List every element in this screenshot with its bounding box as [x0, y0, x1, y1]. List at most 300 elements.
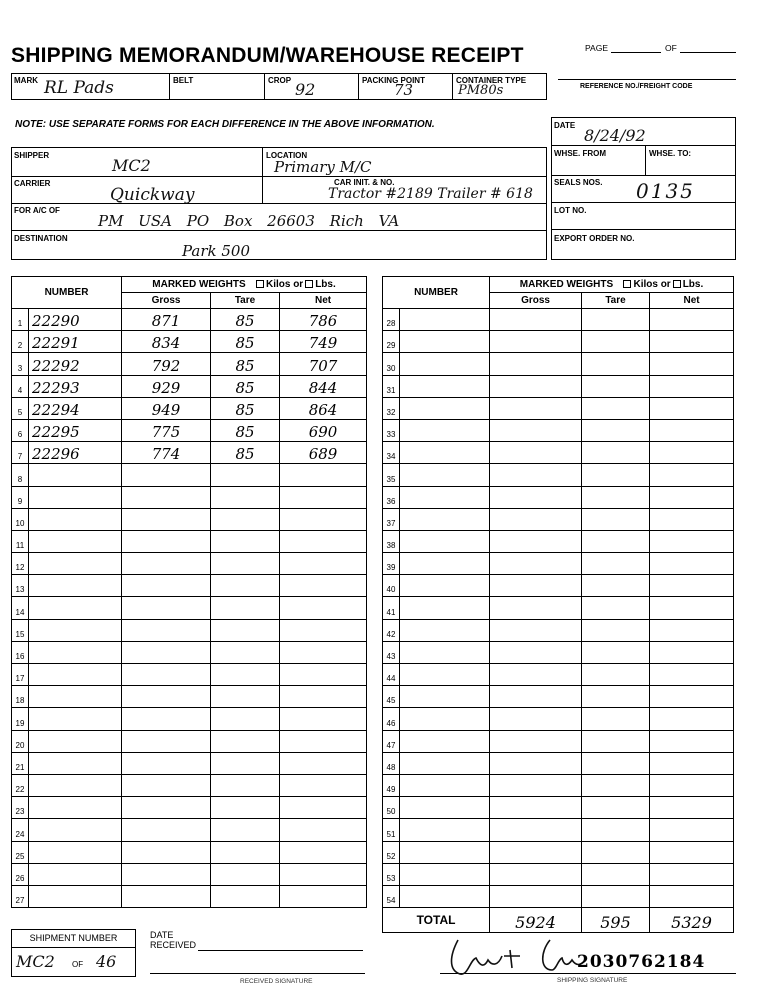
- row-tare: [211, 885, 280, 907]
- table-row: [12, 464, 367, 486]
- kilos-checkbox[interactable]: [256, 280, 264, 288]
- kilos-label: Kilos or: [265, 279, 304, 290]
- form-note: NOTE: USE SEPARATE FORMS FOR EACH DIFFERENCE IN THE ABOVE INFORMATION.: [15, 119, 435, 130]
- row-number: 22291: [29, 331, 122, 353]
- lbs-checkbox-right[interactable]: [673, 280, 681, 288]
- row-tare: [211, 464, 280, 486]
- row-tare: [582, 841, 650, 863]
- row-net: [650, 397, 734, 419]
- table-row: [383, 863, 734, 885]
- row-index: 2: [12, 331, 29, 353]
- table-row: [383, 797, 734, 819]
- row-tare: [582, 464, 650, 486]
- row-net: [650, 841, 734, 863]
- table-row: [12, 597, 367, 619]
- table-row: [12, 841, 367, 863]
- lbs-label: Lbs.: [315, 279, 336, 290]
- row-tare: [211, 819, 280, 841]
- table-row: [12, 575, 367, 597]
- row-net: [650, 885, 734, 907]
- table-row: [383, 730, 734, 752]
- row-number: [29, 730, 122, 752]
- row-tare: [582, 530, 650, 552]
- row-tare: [211, 863, 280, 885]
- container-type-value: PM80s: [458, 83, 504, 98]
- row-number: [400, 553, 490, 575]
- table-row: [383, 752, 734, 774]
- row-number: [400, 530, 490, 552]
- date-value: 8/24/92: [584, 126, 646, 145]
- table-row: [383, 774, 734, 796]
- row-index: 44: [383, 664, 400, 686]
- row-net: [650, 508, 734, 530]
- table-row: [383, 819, 734, 841]
- row-index: 40: [383, 575, 400, 597]
- row-index: 46: [383, 708, 400, 730]
- mark-box: [11, 73, 547, 100]
- row-net: [650, 575, 734, 597]
- table-row: [383, 597, 734, 619]
- row-gross: [122, 641, 211, 663]
- table-row: [383, 442, 734, 464]
- row-number: [400, 730, 490, 752]
- net-header-right: Net: [650, 293, 734, 309]
- table-row: [383, 486, 734, 508]
- row-tare: 85: [211, 397, 280, 419]
- row-number: [29, 597, 122, 619]
- row-number: [400, 708, 490, 730]
- row-index: 23: [12, 797, 29, 819]
- row-net: [280, 730, 367, 752]
- row-gross: [490, 442, 582, 464]
- row-tare: [211, 752, 280, 774]
- row-index: 5: [12, 397, 29, 419]
- row-tare: [582, 819, 650, 841]
- belt-label: BELT: [173, 76, 194, 85]
- row-gross: [122, 553, 211, 575]
- table-row: [12, 641, 367, 663]
- row-gross: 949: [122, 397, 211, 419]
- row-gross: [122, 863, 211, 885]
- table-row: [12, 686, 367, 708]
- row-net: [280, 797, 367, 819]
- row-net: [280, 686, 367, 708]
- row-net: [650, 309, 734, 331]
- row-index: 39: [383, 553, 400, 575]
- row-number: [400, 331, 490, 353]
- shipment-of-value: 46: [96, 952, 117, 971]
- row-index: 4: [12, 375, 29, 397]
- row-index: 42: [383, 619, 400, 641]
- row-net: [280, 464, 367, 486]
- left-weights-table: [11, 276, 367, 908]
- row-net: [280, 708, 367, 730]
- row-net: [650, 708, 734, 730]
- row-index: 15: [12, 619, 29, 641]
- row-number: [29, 863, 122, 885]
- row-index: 24: [12, 819, 29, 841]
- row-net: [280, 508, 367, 530]
- row-net: [650, 863, 734, 885]
- row-index: 22: [12, 774, 29, 796]
- row-number: [400, 597, 490, 619]
- row-number: [400, 885, 490, 907]
- row-gross: [122, 885, 211, 907]
- table-row: [383, 397, 734, 419]
- table-row: [383, 331, 734, 353]
- row-gross: [490, 464, 582, 486]
- crop-label: CROP: [268, 76, 292, 85]
- row-gross: [122, 841, 211, 863]
- table-row: [383, 530, 734, 552]
- table-row: [12, 331, 367, 353]
- row-index: 9: [12, 486, 29, 508]
- row-net: [280, 530, 367, 552]
- row-net: [280, 752, 367, 774]
- row-gross: [122, 464, 211, 486]
- row-gross: [490, 730, 582, 752]
- row-index: 1: [12, 309, 29, 331]
- row-number: [400, 397, 490, 419]
- row-tare: [211, 686, 280, 708]
- row-gross: [122, 752, 211, 774]
- row-tare: [211, 486, 280, 508]
- row-gross: [490, 553, 582, 575]
- table-row: [383, 708, 734, 730]
- row-number: [29, 885, 122, 907]
- row-tare: 85: [211, 419, 280, 441]
- account-label: FOR A/C OF: [14, 206, 60, 215]
- row-net: [650, 553, 734, 575]
- table-row: [12, 486, 367, 508]
- row-gross: 792: [122, 353, 211, 375]
- row-number: 22290: [29, 309, 122, 331]
- row-number: [29, 508, 122, 530]
- table-row: [383, 353, 734, 375]
- row-net: [650, 664, 734, 686]
- table-row: [383, 619, 734, 641]
- row-gross: [490, 530, 582, 552]
- row-index: 17: [12, 664, 29, 686]
- location-label: LOCATION: [266, 151, 308, 160]
- row-index: 10: [12, 508, 29, 530]
- row-number: [400, 841, 490, 863]
- lot-label: LOT NO.: [554, 206, 587, 215]
- table-row: [383, 641, 734, 663]
- whse-to-label: WHSE. TO:: [649, 149, 692, 158]
- row-tare: [582, 442, 650, 464]
- row-number: [29, 752, 122, 774]
- row-tare: 85: [211, 353, 280, 375]
- marked-weights-header: [122, 277, 367, 293]
- packing-point-label: PACKING POINT: [362, 76, 425, 85]
- row-number: [400, 774, 490, 796]
- row-number: [29, 619, 122, 641]
- row-index: 43: [383, 641, 400, 663]
- page-label: PAGE: [585, 43, 608, 53]
- whse-from-label: WHSE. FROM: [554, 149, 606, 158]
- row-number: [400, 819, 490, 841]
- shipment-value: MC2: [16, 952, 55, 971]
- row-index: 21: [12, 752, 29, 774]
- row-number: [400, 464, 490, 486]
- row-tare: [582, 686, 650, 708]
- row-number: [29, 486, 122, 508]
- table-row: [12, 530, 367, 552]
- row-gross: [490, 353, 582, 375]
- row-number: [29, 797, 122, 819]
- row-number: [29, 664, 122, 686]
- row-tare: [582, 353, 650, 375]
- kilos-checkbox-right[interactable]: [623, 280, 631, 288]
- row-gross: [122, 508, 211, 530]
- reference-line: [558, 70, 736, 80]
- row-tare: 85: [211, 309, 280, 331]
- row-net: [650, 331, 734, 353]
- row-tare: [582, 885, 650, 907]
- row-number: [400, 375, 490, 397]
- net-header: Net: [280, 293, 367, 309]
- row-number: [400, 641, 490, 663]
- row-gross: [490, 664, 582, 686]
- row-gross: [490, 774, 582, 796]
- row-number: [400, 797, 490, 819]
- table-row: [12, 397, 367, 419]
- row-net: [650, 530, 734, 552]
- row-index: 33: [383, 419, 400, 441]
- row-gross: [490, 708, 582, 730]
- total-gross: 5924: [490, 908, 582, 933]
- row-index: 20: [12, 730, 29, 752]
- right-weights-table: [382, 276, 734, 933]
- received-label: RECEIVED: [150, 940, 197, 950]
- received-signature-line: [150, 964, 365, 974]
- row-gross: [490, 863, 582, 885]
- crop-value: 92: [295, 80, 316, 99]
- row-net: [280, 486, 367, 508]
- row-gross: [122, 597, 211, 619]
- received-signature-label: RECEIVED SIGNATURE: [240, 978, 313, 985]
- lbs-label-right: Lbs.: [682, 279, 704, 290]
- total-tare: 595: [582, 908, 650, 933]
- row-number: 22294: [29, 397, 122, 419]
- row-net: 844: [280, 375, 367, 397]
- row-net: [280, 863, 367, 885]
- row-index: 36: [383, 486, 400, 508]
- mark-label: MARK: [14, 76, 38, 85]
- info-box: [11, 147, 547, 260]
- row-gross: [122, 774, 211, 796]
- lbs-checkbox[interactable]: [305, 280, 313, 288]
- row-net: [280, 619, 367, 641]
- row-gross: 929: [122, 375, 211, 397]
- row-gross: [490, 797, 582, 819]
- shipper-value: MC2: [112, 156, 151, 175]
- row-net: [650, 641, 734, 663]
- table-row: [12, 730, 367, 752]
- row-gross: [122, 797, 211, 819]
- document-id: 2030762184: [577, 952, 706, 972]
- row-number: [29, 641, 122, 663]
- table-row: [12, 353, 367, 375]
- table-row: [12, 508, 367, 530]
- row-index: 49: [383, 774, 400, 796]
- row-gross: [490, 885, 582, 907]
- row-net: [280, 664, 367, 686]
- row-tare: [582, 375, 650, 397]
- row-net: [280, 575, 367, 597]
- table-row: [383, 841, 734, 863]
- row-tare: [211, 508, 280, 530]
- row-index: 47: [383, 730, 400, 752]
- row-number: [29, 464, 122, 486]
- number-header: NUMBER: [12, 277, 122, 309]
- row-gross: [490, 641, 582, 663]
- row-index: 51: [383, 819, 400, 841]
- marked-weights-header-right: [490, 277, 734, 293]
- table-row: [12, 885, 367, 907]
- date-received-line: [198, 941, 363, 951]
- row-tare: [211, 664, 280, 686]
- row-number: [400, 575, 490, 597]
- container-type-label: CONTAINER TYPE: [456, 76, 527, 85]
- row-gross: [490, 508, 582, 530]
- row-number: [29, 530, 122, 552]
- row-gross: [490, 331, 582, 353]
- row-gross: [490, 841, 582, 863]
- row-index: 35: [383, 464, 400, 486]
- row-number: 22296: [29, 442, 122, 464]
- carrier-label: CARRIER: [14, 179, 51, 188]
- row-tare: [211, 553, 280, 575]
- row-index: 25: [12, 841, 29, 863]
- car-label: CAR INIT. & NO.: [334, 178, 395, 187]
- table-row: [383, 508, 734, 530]
- table-row: [12, 863, 367, 885]
- row-net: [280, 841, 367, 863]
- table-row: [383, 375, 734, 397]
- row-tare: [211, 730, 280, 752]
- row-index: 48: [383, 752, 400, 774]
- of-label: OF: [665, 43, 677, 53]
- date-received-label: [150, 930, 196, 950]
- row-net: [280, 597, 367, 619]
- table-row: [12, 442, 367, 464]
- row-tare: [211, 575, 280, 597]
- row-index: 31: [383, 375, 400, 397]
- row-net: [650, 597, 734, 619]
- row-net: [280, 819, 367, 841]
- row-tare: [582, 752, 650, 774]
- row-net: [280, 774, 367, 796]
- row-index: 29: [383, 331, 400, 353]
- row-net: 689: [280, 442, 367, 464]
- row-gross: [490, 597, 582, 619]
- row-net: 786: [280, 309, 367, 331]
- table-row: [383, 419, 734, 441]
- row-tare: [582, 508, 650, 530]
- row-gross: [122, 664, 211, 686]
- row-index: 34: [383, 442, 400, 464]
- row-index: 41: [383, 597, 400, 619]
- table-row: [12, 309, 367, 331]
- table-row: [12, 375, 367, 397]
- row-number: [400, 486, 490, 508]
- row-gross: 774: [122, 442, 211, 464]
- row-gross: 871: [122, 309, 211, 331]
- row-number: 22292: [29, 353, 122, 375]
- row-number: [29, 553, 122, 575]
- row-index: 38: [383, 530, 400, 552]
- table-row: [12, 664, 367, 686]
- row-gross: [490, 309, 582, 331]
- row-index: 3: [12, 353, 29, 375]
- row-index: 53: [383, 863, 400, 885]
- row-net: 707: [280, 353, 367, 375]
- tare-header: Tare: [211, 293, 280, 309]
- row-index: 27: [12, 885, 29, 907]
- row-index: 26: [12, 863, 29, 885]
- row-tare: [211, 597, 280, 619]
- row-index: 50: [383, 797, 400, 819]
- row-index: 14: [12, 597, 29, 619]
- row-tare: [582, 708, 650, 730]
- table-row: [383, 309, 734, 331]
- row-gross: [490, 419, 582, 441]
- table-row: [383, 553, 734, 575]
- total-net: 5329: [650, 908, 734, 933]
- row-gross: [122, 686, 211, 708]
- table-row: [383, 664, 734, 686]
- reference-label: REFERENCE NO./FREIGHT CODE: [580, 83, 693, 90]
- account-value: PM USA PO Box 26603 Rich VA: [98, 212, 400, 230]
- shipment-of-label: OF: [72, 960, 84, 969]
- table-row: [12, 797, 367, 819]
- row-index: 8: [12, 464, 29, 486]
- row-index: 7: [12, 442, 29, 464]
- total-label: TOTAL: [383, 908, 490, 933]
- row-tare: [582, 597, 650, 619]
- row-net: [650, 797, 734, 819]
- row-net: [650, 774, 734, 796]
- row-gross: [490, 486, 582, 508]
- row-gross: 834: [122, 331, 211, 353]
- row-number: [400, 619, 490, 641]
- seals-label: SEALS NOS.: [554, 178, 603, 187]
- row-number: [29, 841, 122, 863]
- row-number: 22295: [29, 419, 122, 441]
- row-net: [280, 885, 367, 907]
- row-number: [400, 353, 490, 375]
- row-gross: [490, 575, 582, 597]
- row-number: [400, 664, 490, 686]
- page-line: [611, 43, 661, 53]
- row-index: 18: [12, 686, 29, 708]
- row-number: 22293: [29, 375, 122, 397]
- row-number: [400, 752, 490, 774]
- row-number: [400, 309, 490, 331]
- row-number: [400, 508, 490, 530]
- row-net: [650, 419, 734, 441]
- row-tare: [211, 797, 280, 819]
- table-row: [383, 686, 734, 708]
- table-row: [383, 885, 734, 907]
- table-row: [12, 553, 367, 575]
- gross-header: Gross: [122, 293, 211, 309]
- mark-value: RL Pads: [44, 78, 114, 98]
- row-tare: 85: [211, 442, 280, 464]
- row-gross: [122, 730, 211, 752]
